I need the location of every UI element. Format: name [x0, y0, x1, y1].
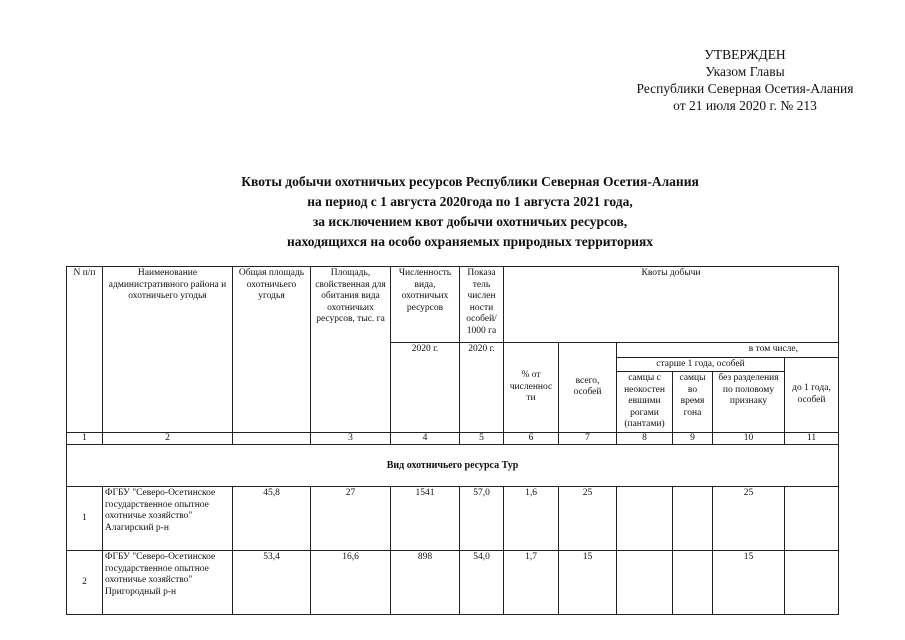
- column-number: 11: [785, 432, 839, 445]
- approval-line-date: от 21 июля 2020 г. № 213: [673, 98, 817, 113]
- row-percent: 1,7: [504, 551, 559, 615]
- header-year-population: 2020 г.: [391, 343, 460, 433]
- column-number-row: [67, 432, 839, 445]
- row-indicator: 54,0: [460, 551, 504, 615]
- approval-line-decree: Указом Главы: [705, 64, 785, 79]
- quota-table: [66, 266, 839, 615]
- row-area: 45,8: [233, 487, 311, 551]
- title-line-1: Квоты добычи охотничьих ресурсов Республики Северная Осетия-Алания: [241, 174, 699, 189]
- header-no-sex: без разделения по половому признаку: [713, 372, 785, 433]
- column-number: 3: [311, 432, 391, 445]
- row-percent: 1,6: [504, 487, 559, 551]
- header-under-one: до 1 года, особей: [785, 357, 839, 432]
- row-num: 2: [67, 551, 103, 615]
- row-name: ФГБУ "Северо-Осетинское государственное опытное охотничье хозяйство" Пригородный р-н: [103, 551, 233, 615]
- row-area: 53,4: [233, 551, 311, 615]
- column-number: 5: [460, 432, 504, 445]
- header-males-antlers: самцы с неокостен евшими рогами (пантами): [617, 372, 673, 433]
- column-number: 9: [673, 432, 713, 445]
- header-percent: % от численнос ти: [504, 343, 559, 433]
- row-indicator: 57,0: [460, 487, 504, 551]
- row-under-one: [785, 487, 839, 551]
- section-title: Вид охотничьего ресурса Тур: [67, 445, 839, 487]
- header-including: в том числе,: [617, 343, 839, 358]
- approval-line-republic: Республики Северная Осетия-Алания: [636, 81, 854, 96]
- row-males-antlers: [617, 551, 673, 615]
- row-habitat: 27: [311, 487, 391, 551]
- column-number: 7: [559, 432, 617, 445]
- header-year-indicator: 2020 г.: [460, 343, 504, 433]
- section-row: [67, 445, 839, 487]
- row-total: 25: [559, 487, 617, 551]
- header-indicator: Показа тель числен ности особей/ 1000 га: [460, 267, 504, 343]
- header-total: всего, особей: [559, 343, 617, 433]
- header-older: старше 1 года, особей: [617, 357, 785, 372]
- row-males-rut: [673, 487, 713, 551]
- column-number: 2: [103, 432, 233, 445]
- column-number-empty: [233, 432, 311, 445]
- table-row: [67, 487, 839, 551]
- row-no-sex: 25: [713, 487, 785, 551]
- row-no-sex: 15: [713, 551, 785, 615]
- approval-stamp: [600, 46, 890, 114]
- column-number: 1: [67, 432, 103, 445]
- column-number: 10: [713, 432, 785, 445]
- header-name: Наименование административного района и охотничьего угодья: [103, 267, 233, 433]
- approval-line-approved: УТВЕРЖДЕН: [704, 47, 786, 62]
- title-line-3: за исключением квот добычи охотничьих ресурсов,: [312, 214, 628, 229]
- row-habitat: 16,6: [311, 551, 391, 615]
- column-number: 6: [504, 432, 559, 445]
- row-males-antlers: [617, 487, 673, 551]
- row-total: 15: [559, 551, 617, 615]
- header-habitat: Площадь, свойственная для обитания вида охотничьих ресурсов, тыс. га: [311, 267, 391, 433]
- header-quotas: Квоты добычи: [504, 267, 839, 343]
- row-under-one: [785, 551, 839, 615]
- table-row: [67, 551, 839, 615]
- row-name: ФГБУ "Северо-Осетинское государственное опытное охотничье хозяйство" Алагирский р-н: [103, 487, 233, 551]
- title-line-2: на период с 1 августа 2020года по 1 августа 2021 года,: [307, 194, 633, 209]
- column-number: 4: [391, 432, 460, 445]
- document-title: [150, 172, 790, 252]
- column-number: 8: [617, 432, 673, 445]
- row-population: 898: [391, 551, 460, 615]
- row-males-rut: [673, 551, 713, 615]
- title-line-4: находящихся на особо охраняемых природных территориях: [286, 234, 654, 249]
- header-num: N п/п: [67, 267, 103, 433]
- header-males-rut: самцы во время гона: [673, 372, 713, 433]
- header-row-1: [67, 267, 839, 343]
- header-area: Общая площадь охотничьего угодья: [233, 267, 311, 433]
- header-population: Численность вида, охотничьих ресурсов: [391, 267, 460, 343]
- row-num: 1: [67, 487, 103, 551]
- row-population: 1541: [391, 487, 460, 551]
